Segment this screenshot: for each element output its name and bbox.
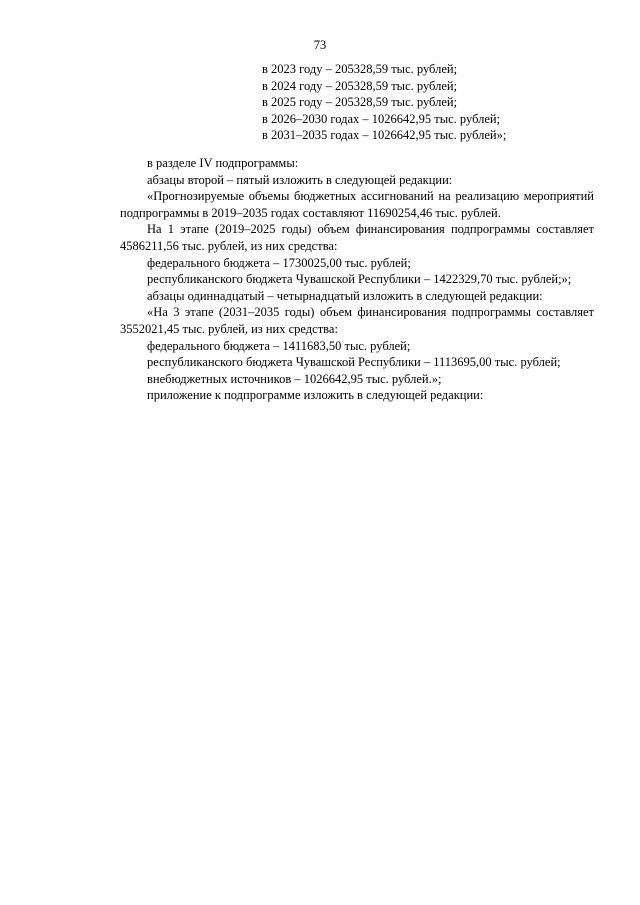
year-line: в 2031–2035 годах – 1026642,95 тыс. рублей»;	[262, 128, 507, 143]
paragraph-federal-budget: федерального бюджета – 1730025,00 тыс. рублей;	[147, 255, 411, 270]
paragraph-republic-budget: республиканского бюджета Чувашской Республики – 1113695,00 тыс. рублей;	[147, 355, 561, 370]
year-line: в 2026–2030 годах – 1026642,95 тыс. рублей;	[262, 111, 501, 126]
paragraph-total-funding: «Прогнозируемые объемы бюджетных ассигнований на реализацию мероприятий подпрограммы в 2019–2035 годах составляют 11690254,46 тыс. рублей.	[120, 189, 594, 220]
funding-by-year-list	[262, 61, 506, 144]
year-line: в 2025 году – 205328,59 тыс. рублей;	[262, 95, 458, 110]
paragraph-section-intro: в разделе IV подпрограммы:	[147, 156, 299, 170]
paragraph-stage-1: На 1 этапе (2019–2025 годы) объем финансирования подпрограммы составляет 4586211,56 тыс. рублей, из них средства:	[120, 222, 594, 253]
paragraph-stage-3: «На 3 этапе (2031–2035 годы) объем финансирования подпрограммы составляет 3552021,45 тыс. рублей, из них средства:	[120, 305, 594, 336]
year-line: в 2024 году – 205328,59 тыс. рублей;	[262, 78, 458, 93]
paragraph-instruction: абзацы второй – пятый изложить в следующей редакции:	[147, 172, 453, 187]
paragraph-instruction: абзацы одиннадцатый – четырнадцатый изложить в следующей редакции:	[147, 288, 543, 303]
paragraph-federal-budget: федерального бюджета – 1411683,50 тыс. рублей;	[147, 338, 411, 353]
paragraph-republic-budget: республиканского бюджета Чувашской Республики – 1422329,70 тыс. рублей;»;	[147, 272, 572, 287]
page-number: 73	[313, 38, 327, 52]
document-body	[120, 155, 594, 404]
paragraph-appendix-instruction: приложение к подпрограмме изложить в следующей редакции:	[147, 388, 484, 403]
year-line: в 2023 году – 205328,59 тыс. рублей;	[262, 62, 458, 76]
paragraph-extrabudgetary: внебюджетных источников – 1026642,95 тыс. рублей.»;	[147, 371, 442, 386]
